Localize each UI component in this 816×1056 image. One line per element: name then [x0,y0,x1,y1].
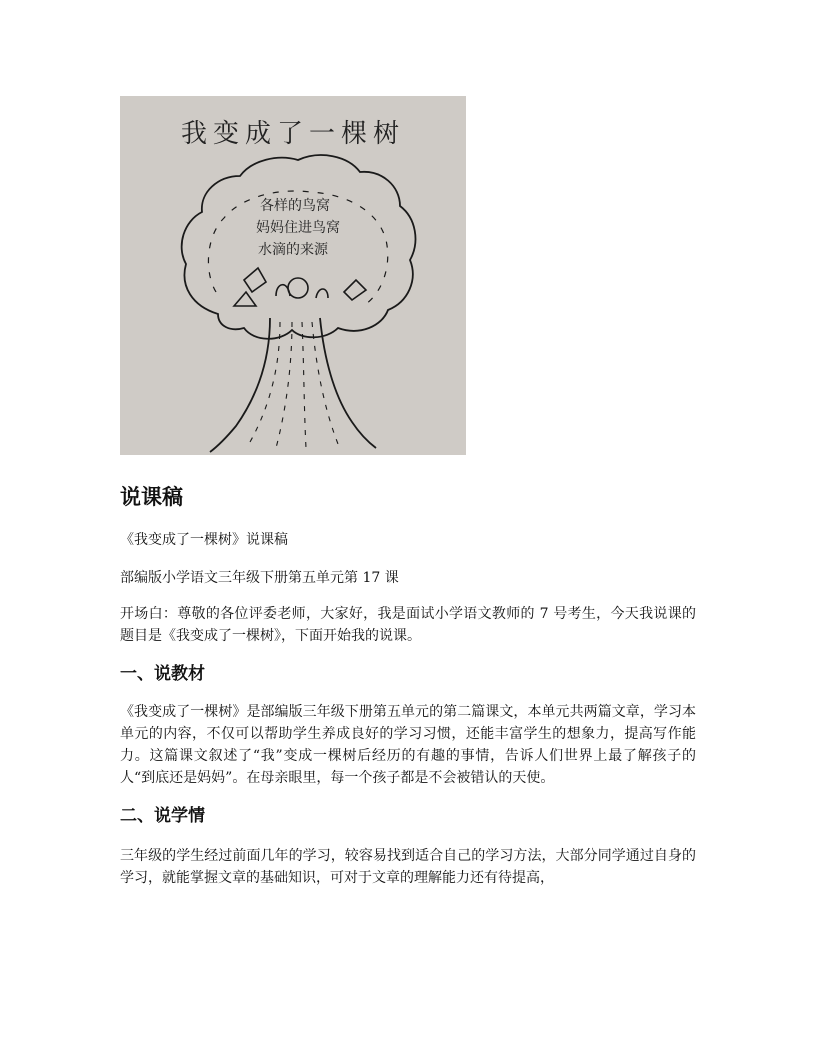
section-body-textbook: 《我变成了一棵树》是部编版三年级下册第五单元的第二篇课文，本单元共两篇文章，学习本单元的内容，不仅可以帮助学生养成良好的学习习惯，还能丰富学生的想象力，提高写作能力。这篇课文叙述了“我”变成一棵树后经历的有趣的事情，告诉人们世界上最了解孩子的人“到底还是妈妈”。在母亲眼里，每一个孩子都是不会被错认的天使。 [120,704,696,786]
canopy-line-3: 水滴的来源 [258,242,328,258]
doc-heading: 说课稿 [120,485,183,509]
trunk-texture [250,322,338,448]
tree-drawing-photo [120,96,466,455]
tree-drawing [120,96,466,455]
doc-subtitle: 《我变成了一棵树》说课稿 [120,532,288,548]
section-title-learners: 二、说学情 [120,806,205,826]
canopy-line-1: 各样的鸟窝 [260,198,330,214]
drawing-title: 我变成了一棵树 [180,119,406,149]
document-page [120,96,696,889]
tree-trunk [210,318,376,452]
canopy-line-2: 妈妈住进鸟窝 [256,220,340,236]
bird-nests [234,268,366,306]
section-title-textbook: 一、说教材 [120,664,205,684]
section-body-learners: 三年级的学生经过前面几年的学习，较容易找到适合自己的学习方法，大部分同学通过自身的学习，就能掌握文章的基础知识，可对于文章的理解能力还有待提高， [120,848,696,886]
course-line: 部编版小学语文三年级下册第五单元第 17 课 [120,570,399,586]
opening-paragraph: 开场白：尊敬的各位评委老师，大家好，我是面试小学语文教师的 7 号考生，今天我说课的题目是《我变成了一棵树》，下面开始我的说课。 [120,606,696,644]
